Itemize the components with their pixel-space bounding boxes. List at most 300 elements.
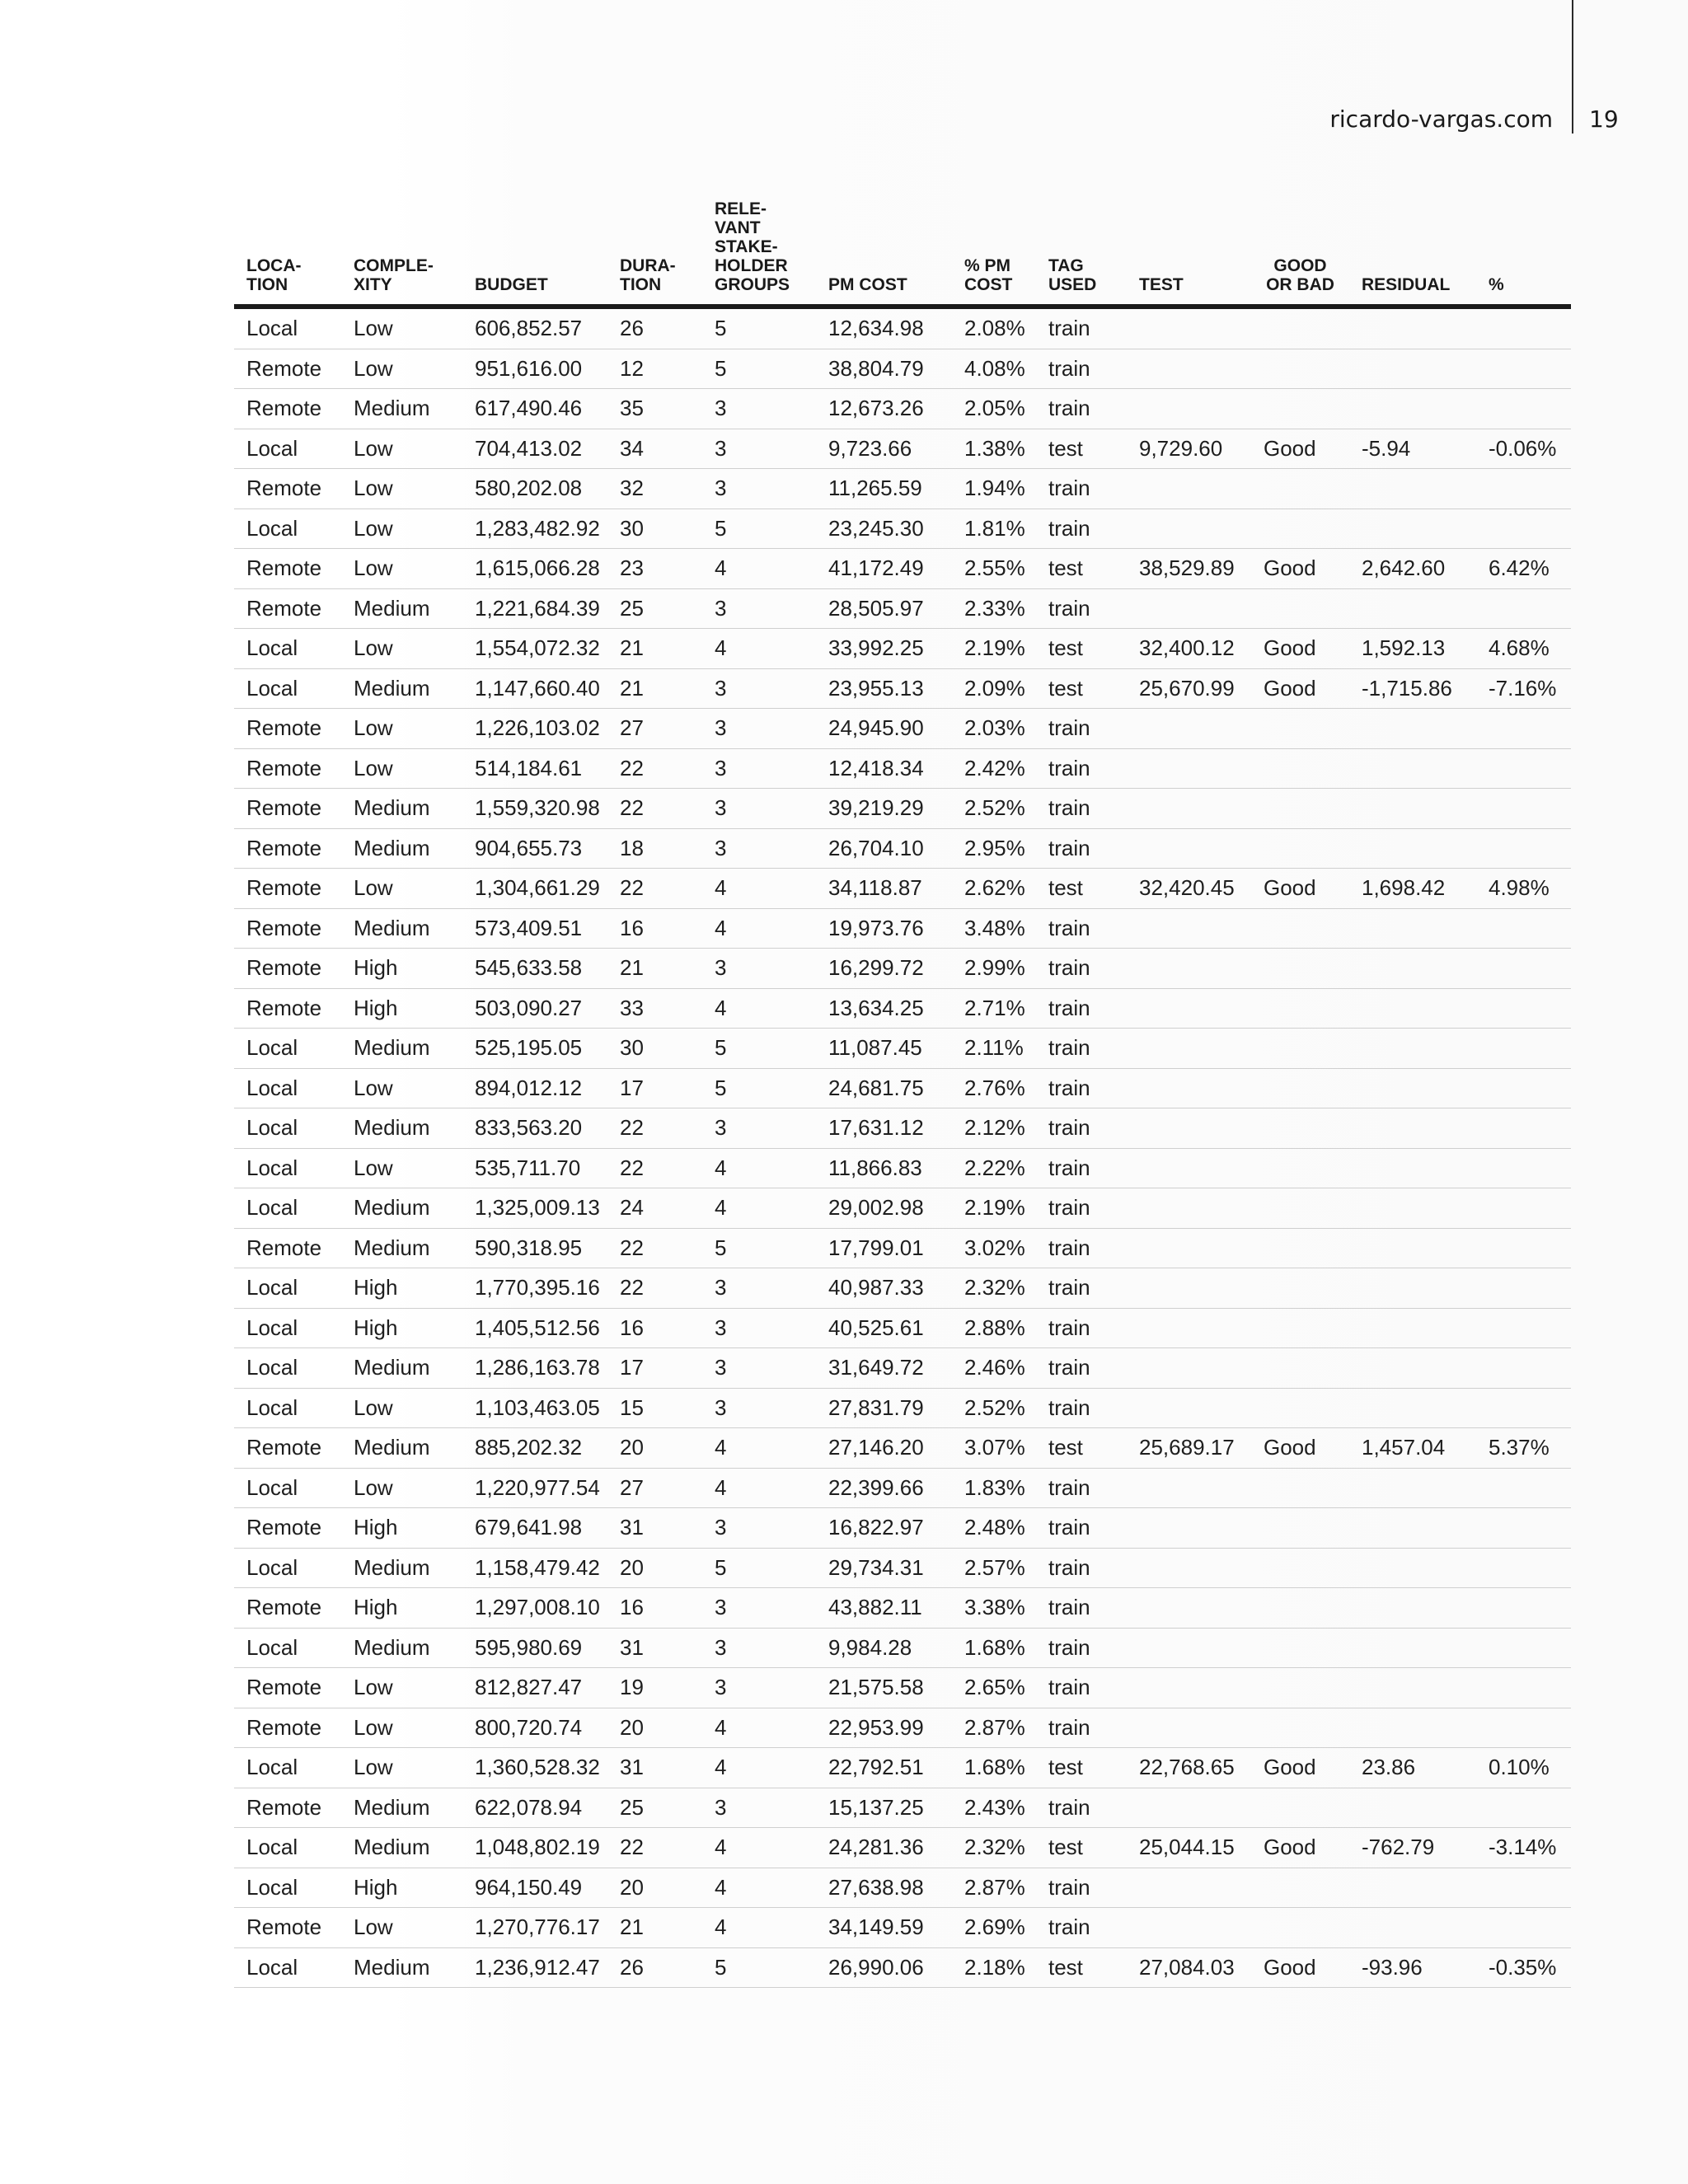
cell-pm-cost: 41,172.49 (828, 555, 924, 581)
cell-pm-cost: 27,146.20 (828, 1435, 924, 1460)
cell-pm-cost: 29,734.31 (828, 1554, 924, 1580)
cell-budget: 606,852.57 (475, 316, 583, 341)
cell-tag-used: train (1048, 1195, 1090, 1221)
cell-test (1127, 1308, 1251, 1348)
col-pct-pm-cost: % PM COST (964, 256, 1013, 294)
cell-test: 25,670.99 (1139, 675, 1235, 701)
cell-pct-pm-cost: 2.52% (964, 795, 1025, 821)
cell-tag-used: train (1048, 755, 1090, 780)
cell-duration: 20 (620, 1874, 644, 1900)
cell-stakeholder-groups: 3 (715, 715, 727, 741)
cell-test (1127, 1348, 1251, 1389)
cell-duration: 16 (620, 1315, 644, 1340)
cell-budget: 904,655.73 (475, 835, 583, 860)
cell-tag-used: train (1048, 835, 1090, 860)
cell-duration: 22 (620, 755, 644, 780)
cell-duration: 20 (620, 1554, 644, 1580)
cell-pct (1476, 1228, 1571, 1268)
cell-location: Remote (246, 955, 322, 981)
cell-budget: 514,184.61 (475, 755, 583, 780)
cell-stakeholder-groups: 5 (715, 1554, 727, 1580)
cell-test (1127, 1708, 1251, 1748)
cell-complexity: Medium (354, 1835, 430, 1860)
cell-location: Remote (246, 755, 322, 780)
cell-stakeholder-groups: 3 (715, 435, 727, 461)
cell-location: Local (246, 1155, 298, 1180)
cell-pm-cost: 11,866.83 (828, 1155, 922, 1180)
cell-pct: 6.42% (1489, 555, 1550, 581)
cell-duration: 20 (620, 1714, 644, 1740)
col-pm-cost: PM COST (828, 275, 907, 294)
cell-good-or-bad (1251, 1228, 1349, 1268)
cell-test: 25,689.17 (1139, 1435, 1235, 1460)
cell-pct (1476, 1508, 1571, 1549)
table-row (234, 389, 1571, 429)
cell-budget: 951,616.00 (475, 355, 583, 381)
cell-good-or-bad: Good (1264, 435, 1316, 461)
cell-stakeholder-groups: 3 (715, 755, 727, 780)
cell-pct-pm-cost: 2.76% (964, 1075, 1025, 1100)
cell-tag-used: train (1048, 715, 1090, 741)
cell-pct (1476, 389, 1571, 429)
cell-budget: 894,012.12 (475, 1075, 583, 1100)
col-residual: RESIDUAL (1362, 275, 1451, 294)
cell-good-or-bad (1251, 789, 1349, 829)
cell-stakeholder-groups: 3 (715, 1794, 727, 1820)
cell-tag-used: train (1048, 1794, 1090, 1820)
cell-residual (1349, 748, 1476, 789)
cell-duration: 34 (620, 435, 644, 461)
cell-pct-pm-cost: 4.08% (964, 355, 1025, 381)
cell-residual: -1,715.86 (1362, 675, 1452, 701)
table-row (234, 1628, 1571, 1668)
cell-pm-cost: 9,723.66 (828, 435, 912, 461)
cell-complexity: Low (354, 1394, 393, 1420)
cell-pct: -3.14% (1489, 1835, 1557, 1860)
cell-duration: 22 (620, 1115, 644, 1141)
table-row (234, 1548, 1571, 1588)
cell-duration: 16 (620, 915, 644, 940)
cell-good-or-bad (1251, 1468, 1349, 1508)
cell-test: 22,768.65 (1139, 1755, 1235, 1780)
cell-pm-cost: 34,118.87 (828, 875, 922, 901)
cell-budget: 590,318.95 (475, 1235, 583, 1260)
cell-stakeholder-groups: 5 (715, 515, 727, 541)
cell-test (1127, 1468, 1251, 1508)
cell-complexity: High (354, 1275, 398, 1301)
cell-residual (1349, 1708, 1476, 1748)
cell-complexity: Medium (354, 1195, 430, 1221)
cell-pct-pm-cost: 2.55% (964, 555, 1025, 581)
cell-complexity: Low (354, 715, 393, 741)
cell-tag-used: train (1048, 1394, 1090, 1420)
cell-pct-pm-cost: 2.05% (964, 396, 1025, 421)
cell-duration: 27 (620, 1474, 644, 1500)
table-row (234, 1428, 1571, 1469)
cell-tag-used: test (1048, 1435, 1083, 1460)
cell-stakeholder-groups: 4 (715, 555, 727, 581)
cell-complexity: High (354, 955, 398, 981)
cell-location: Remote (246, 1915, 322, 1940)
cell-pct-pm-cost: 2.43% (964, 1794, 1025, 1820)
cell-good-or-bad (1251, 748, 1349, 789)
cell-pm-cost: 40,525.61 (828, 1315, 924, 1340)
cell-budget: 525,195.05 (475, 1035, 583, 1061)
cell-stakeholder-groups: 4 (715, 1195, 727, 1221)
cell-good-or-bad (1251, 349, 1349, 389)
cell-pm-cost: 34,149.59 (828, 1915, 924, 1940)
cell-pm-cost: 26,990.06 (828, 1954, 924, 1980)
cell-duration: 22 (620, 875, 644, 901)
cell-good-or-bad: Good (1264, 1435, 1316, 1460)
cell-location: Local (246, 1355, 298, 1380)
cell-stakeholder-groups: 4 (715, 1874, 727, 1900)
cell-pct (1476, 349, 1571, 389)
table-header-row (234, 199, 1571, 307)
cell-pm-cost: 31,649.72 (828, 1355, 924, 1380)
cell-good-or-bad (1251, 1388, 1349, 1428)
cell-residual (1349, 1468, 1476, 1508)
cell-complexity: Low (354, 1755, 393, 1780)
cell-pct-pm-cost: 2.87% (964, 1714, 1025, 1740)
cell-complexity: Low (354, 1675, 393, 1700)
cell-stakeholder-groups: 4 (715, 1915, 727, 1940)
cell-good-or-bad (1251, 1348, 1349, 1389)
cell-duration: 27 (620, 715, 644, 741)
cell-tag-used: train (1048, 1315, 1090, 1340)
cell-stakeholder-groups: 4 (715, 875, 727, 901)
cell-location: Remote (246, 835, 322, 860)
table-row (234, 1308, 1571, 1348)
cell-complexity: Low (354, 435, 393, 461)
site-name: ricardo-vargas.com (1329, 105, 1553, 133)
cell-complexity: Low (354, 1915, 393, 1940)
cell-location: Local (246, 435, 298, 461)
col-location: LOCA- TION (246, 256, 302, 294)
cell-stakeholder-groups: 3 (715, 1115, 727, 1141)
cell-duration: 22 (620, 1275, 644, 1301)
cell-location: Remote (246, 1794, 322, 1820)
col-test: TEST (1139, 275, 1184, 294)
cell-stakeholder-groups: 4 (715, 635, 727, 661)
cell-budget: 964,150.49 (475, 1874, 583, 1900)
table-row (234, 1748, 1571, 1788)
cell-good-or-bad (1251, 1668, 1349, 1708)
cell-complexity: Medium (354, 1235, 430, 1260)
cell-tag-used: train (1048, 1155, 1090, 1180)
cell-pct-pm-cost: 2.52% (964, 1394, 1025, 1420)
cell-complexity: Low (354, 1075, 393, 1100)
cell-residual (1349, 1628, 1476, 1668)
cell-location: Local (246, 1075, 298, 1100)
cell-location: Remote (246, 1235, 322, 1260)
cell-complexity: High (354, 995, 398, 1020)
cell-good-or-bad (1251, 389, 1349, 429)
cell-duration: 31 (620, 1515, 644, 1540)
table-row (234, 1708, 1571, 1748)
cell-pct-pm-cost: 2.12% (964, 1115, 1025, 1141)
cell-pm-cost: 17,799.01 (828, 1235, 924, 1260)
cell-good-or-bad: Good (1264, 555, 1316, 581)
cell-location: Remote (246, 1435, 322, 1460)
cell-tag-used: test (1048, 1755, 1083, 1780)
cell-pm-cost: 17,631.12 (828, 1115, 924, 1141)
cell-pct (1476, 1628, 1571, 1668)
cell-complexity: Low (354, 555, 393, 581)
table-row (234, 349, 1571, 389)
cell-test (1127, 748, 1251, 789)
cell-location: Local (246, 1035, 298, 1061)
table-row (234, 469, 1571, 509)
cell-pct-pm-cost: 2.19% (964, 635, 1025, 661)
cell-residual (1349, 469, 1476, 509)
cell-pm-cost: 33,992.25 (828, 635, 924, 661)
cell-pct (1476, 1788, 1571, 1828)
cell-budget: 833,563.20 (475, 1115, 583, 1141)
cell-complexity: Low (354, 755, 393, 780)
cell-budget: 1,226,103.02 (475, 715, 600, 741)
cell-stakeholder-groups: 4 (715, 1755, 727, 1780)
cell-location: Remote (246, 1595, 322, 1620)
table-row (234, 1668, 1571, 1708)
cell-residual (1349, 1068, 1476, 1108)
cell-tag-used: test (1048, 675, 1083, 701)
cell-stakeholder-groups: 3 (715, 1315, 727, 1340)
cell-tag-used: train (1048, 1675, 1090, 1700)
cell-good-or-bad (1251, 1508, 1349, 1549)
cell-pct: -7.16% (1489, 675, 1557, 701)
cell-good-or-bad (1251, 828, 1349, 869)
cell-budget: 1,270,776.17 (475, 1915, 600, 1940)
cell-good-or-bad (1251, 1628, 1349, 1668)
cell-pct-pm-cost: 2.99% (964, 955, 1025, 981)
cell-duration: 33 (620, 995, 644, 1020)
cell-location: Remote (246, 875, 322, 901)
table-row (234, 549, 1571, 589)
cell-pm-cost: 39,219.29 (828, 795, 924, 821)
cell-complexity: Medium (354, 675, 430, 701)
cell-test (1127, 1628, 1251, 1668)
cell-pm-cost: 22,953.99 (828, 1714, 924, 1740)
cell-stakeholder-groups: 3 (715, 396, 727, 421)
table-row (234, 668, 1571, 709)
cell-test (1127, 949, 1251, 989)
cell-tag-used: train (1048, 396, 1090, 421)
cell-residual (1349, 709, 1476, 749)
cell-location: Local (246, 1315, 298, 1340)
cell-complexity: Low (354, 1714, 393, 1740)
cell-pct-pm-cost: 1.68% (964, 1634, 1025, 1660)
table-row (234, 509, 1571, 549)
cell-duration: 19 (620, 1675, 644, 1700)
cell-complexity: Medium (354, 1554, 430, 1580)
cell-location: Remote (246, 1714, 322, 1740)
cell-stakeholder-groups: 5 (715, 1035, 727, 1061)
cell-complexity: High (354, 1515, 398, 1540)
cell-duration: 22 (620, 1235, 644, 1260)
cell-pm-cost: 22,399.66 (828, 1474, 924, 1500)
cell-pm-cost: 29,002.98 (828, 1195, 924, 1221)
cell-location: Local (246, 1954, 298, 1980)
cell-test (1127, 828, 1251, 869)
cell-location: Remote (246, 995, 322, 1020)
table-row (234, 1947, 1571, 1988)
cell-residual (1349, 1908, 1476, 1948)
cell-complexity: Medium (354, 1435, 430, 1460)
cell-stakeholder-groups: 3 (715, 835, 727, 860)
cell-tag-used: train (1048, 955, 1090, 981)
cell-pct (1476, 1868, 1571, 1908)
cell-budget: 573,409.51 (475, 915, 583, 940)
cell-location: Local (246, 1115, 298, 1141)
cell-pct-pm-cost: 2.11% (964, 1035, 1024, 1061)
cell-budget: 545,633.58 (475, 955, 583, 981)
cell-stakeholder-groups: 4 (715, 995, 727, 1020)
cell-tag-used: train (1048, 355, 1090, 381)
cell-location: Local (246, 1275, 298, 1301)
cell-pct (1476, 949, 1571, 989)
cell-residual (1349, 1148, 1476, 1188)
cell-budget: 1,297,008.10 (475, 1595, 600, 1620)
header-vertical-rule (1572, 0, 1573, 134)
cell-pct (1476, 1268, 1571, 1309)
cell-pm-cost: 27,831.79 (828, 1394, 924, 1420)
cell-pct-pm-cost: 2.03% (964, 715, 1025, 741)
cell-tag-used: train (1048, 1595, 1090, 1620)
cell-complexity: High (354, 1315, 398, 1340)
cell-pct (1476, 1188, 1571, 1229)
cell-pct (1476, 1029, 1571, 1069)
cell-budget: 1,286,163.78 (475, 1355, 600, 1380)
cell-good-or-bad (1251, 908, 1349, 949)
cell-duration: 23 (620, 555, 644, 581)
cell-pct (1476, 1708, 1571, 1748)
table-row (234, 1508, 1571, 1549)
cell-tag-used: train (1048, 795, 1090, 821)
cell-duration: 26 (620, 1954, 644, 1980)
cell-complexity: Low (354, 1474, 393, 1500)
cell-residual: -762.79 (1362, 1835, 1435, 1860)
cell-duration: 16 (620, 1595, 644, 1620)
cell-location: Local (246, 1394, 298, 1420)
cell-duration: 30 (620, 515, 644, 541)
cell-test: 32,420.45 (1139, 875, 1235, 901)
cell-test (1127, 469, 1251, 509)
cell-test (1127, 1908, 1251, 1948)
cell-pm-cost: 38,804.79 (828, 355, 924, 381)
cell-budget: 679,641.98 (475, 1515, 583, 1540)
cell-tag-used: train (1048, 1554, 1090, 1580)
cell-duration: 35 (620, 396, 644, 421)
cell-stakeholder-groups: 4 (715, 1474, 727, 1500)
cell-residual (1349, 789, 1476, 829)
cell-residual (1349, 988, 1476, 1029)
table-body (234, 307, 1571, 1988)
table-row (234, 828, 1571, 869)
cell-duration: 31 (620, 1634, 644, 1660)
cell-test (1127, 1148, 1251, 1188)
cell-residual: 23.86 (1362, 1755, 1416, 1780)
cell-residual (1349, 1228, 1476, 1268)
cell-pct-pm-cost: 2.08% (964, 316, 1025, 341)
col-duration: DURA- TION (620, 256, 676, 294)
cell-good-or-bad (1251, 1268, 1349, 1309)
cell-stakeholder-groups: 3 (715, 1675, 727, 1700)
cell-tag-used: train (1048, 915, 1090, 940)
table-row (234, 1388, 1571, 1428)
cell-test (1127, 1788, 1251, 1828)
cell-pct-pm-cost: 2.71% (964, 995, 1025, 1020)
cell-good-or-bad: Good (1264, 875, 1316, 901)
cell-good-or-bad: Good (1264, 1755, 1316, 1780)
cell-complexity: High (354, 1874, 398, 1900)
cell-location: Local (246, 635, 298, 661)
cell-test (1127, 1188, 1251, 1229)
cell-location: Local (246, 675, 298, 701)
cell-tag-used: train (1048, 1634, 1090, 1660)
cell-budget: 1,405,512.56 (475, 1315, 600, 1340)
cell-pct-pm-cost: 2.87% (964, 1874, 1025, 1900)
cell-good-or-bad: Good (1264, 675, 1316, 701)
table-row (234, 1908, 1571, 1948)
table-row (234, 1228, 1571, 1268)
table-row (234, 709, 1571, 749)
cell-residual: 1,457.04 (1362, 1435, 1446, 1460)
cell-location: Local (246, 1835, 298, 1860)
cell-budget: 617,490.46 (475, 396, 583, 421)
cell-pct-pm-cost: 2.42% (964, 755, 1025, 780)
cell-duration: 21 (620, 1915, 644, 1940)
cell-location: Remote (246, 595, 322, 621)
cell-pct-pm-cost: 2.33% (964, 595, 1025, 621)
cell-location: Remote (246, 1675, 322, 1700)
cell-good-or-bad (1251, 709, 1349, 749)
cell-stakeholder-groups: 3 (715, 476, 727, 501)
cell-stakeholder-groups: 5 (715, 316, 727, 341)
cell-duration: 32 (620, 476, 644, 501)
cell-good-or-bad: Good (1264, 1835, 1316, 1860)
cell-test (1127, 789, 1251, 829)
cell-pct-pm-cost: 2.48% (964, 1515, 1025, 1540)
cell-pm-cost: 11,087.45 (828, 1035, 922, 1061)
cell-stakeholder-groups: 3 (715, 1394, 727, 1420)
cell-good-or-bad (1251, 1868, 1349, 1908)
cell-test: 38,529.89 (1139, 555, 1235, 581)
table-row (234, 1068, 1571, 1108)
cell-test (1127, 1108, 1251, 1149)
cell-location: Remote (246, 715, 322, 741)
cell-tag-used: test (1048, 1954, 1083, 1980)
table-row (234, 949, 1571, 989)
table-row (234, 307, 1571, 349)
cell-location: Local (246, 316, 298, 341)
cell-pm-cost: 12,634.98 (828, 316, 924, 341)
cell-budget: 1,283,482.92 (475, 515, 600, 541)
cell-pm-cost: 15,137.25 (828, 1794, 924, 1820)
cell-pm-cost: 16,822.97 (828, 1515, 924, 1540)
cell-complexity: Low (354, 476, 393, 501)
cell-residual (1349, 509, 1476, 549)
cell-residual: 1,592.13 (1362, 635, 1446, 661)
cell-location: Local (246, 1755, 298, 1780)
table-row (234, 1348, 1571, 1389)
cell-good-or-bad (1251, 1548, 1349, 1588)
cell-test (1127, 1548, 1251, 1588)
cell-residual (1349, 1668, 1476, 1708)
cell-pct-pm-cost: 1.83% (964, 1474, 1025, 1500)
cell-stakeholder-groups: 4 (715, 915, 727, 940)
cell-test (1127, 1388, 1251, 1428)
